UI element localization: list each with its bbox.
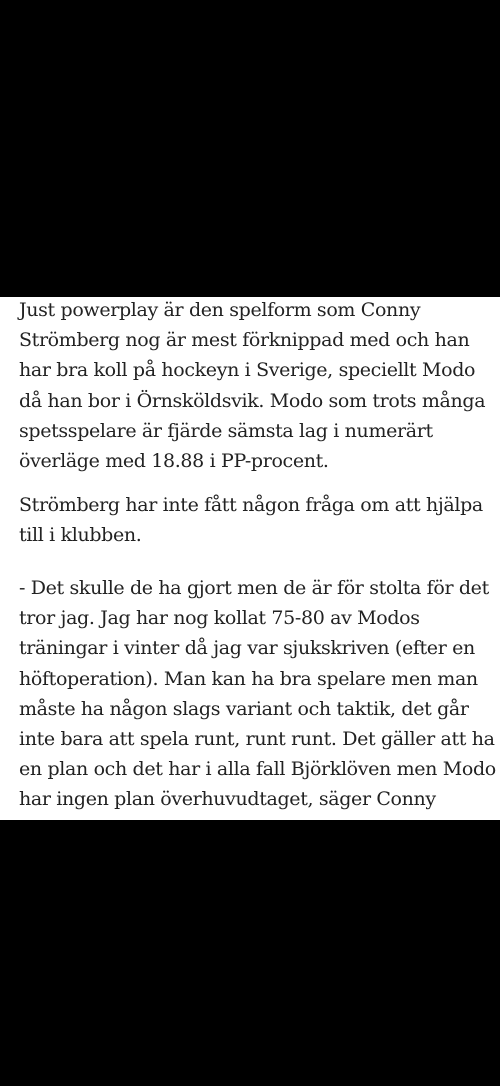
paragraph-line: överläge med 18.88 i PP-procent. [19, 450, 329, 473]
top-black-area [0, 0, 500, 297]
paragraph-line: tror jag. Jag har nog kollat 75-80 av Modos [19, 607, 420, 630]
paragraph-line: - Det skulle de ha gjort men de är för stolta för det [19, 577, 489, 599]
paragraph-line: träningar i vinter då jag var sjukskriven (efter en [19, 637, 475, 660]
paragraph-line: inte bara att spela runt, runt runt. Det gäller att ha [19, 728, 495, 751]
paragraph-line: spetsspelare är fjärde sämsta lag i numerärt [19, 419, 433, 442]
paragraph-line: har bra koll på hockeyn i Sverige, speciellt Modo [19, 359, 476, 382]
paragraph-line: då han bor i Örnsköldsvik. Modo som trots många [19, 389, 486, 412]
bottom-black-area [0, 820, 500, 1086]
article-paragraph-2 [19, 490, 489, 550]
paragraph-line: måste ha någon slags variant och taktik, det går [19, 697, 469, 720]
paragraph-line: Just powerplay är den spelform som Conny [19, 299, 421, 321]
paragraph-line: Strömberg nog är mest förknippad med och han [19, 329, 470, 352]
article-body [0, 297, 500, 820]
paragraph-line: en plan och det har i alla fall Björklöven men Modo [19, 758, 496, 781]
article-paragraph-1 [19, 297, 489, 476]
paragraph-line: höftoperation). Man kan ha bra spelare men man [19, 667, 478, 690]
paragraph-line: Strömberg har inte fått någon fråga om att hjälpa [19, 494, 483, 516]
paragraph-line: har ingen plan överhuvudtaget, säger Conny [19, 788, 436, 811]
article-paragraph-3 [19, 573, 496, 815]
paragraph-line: till i klubben. [19, 524, 142, 547]
